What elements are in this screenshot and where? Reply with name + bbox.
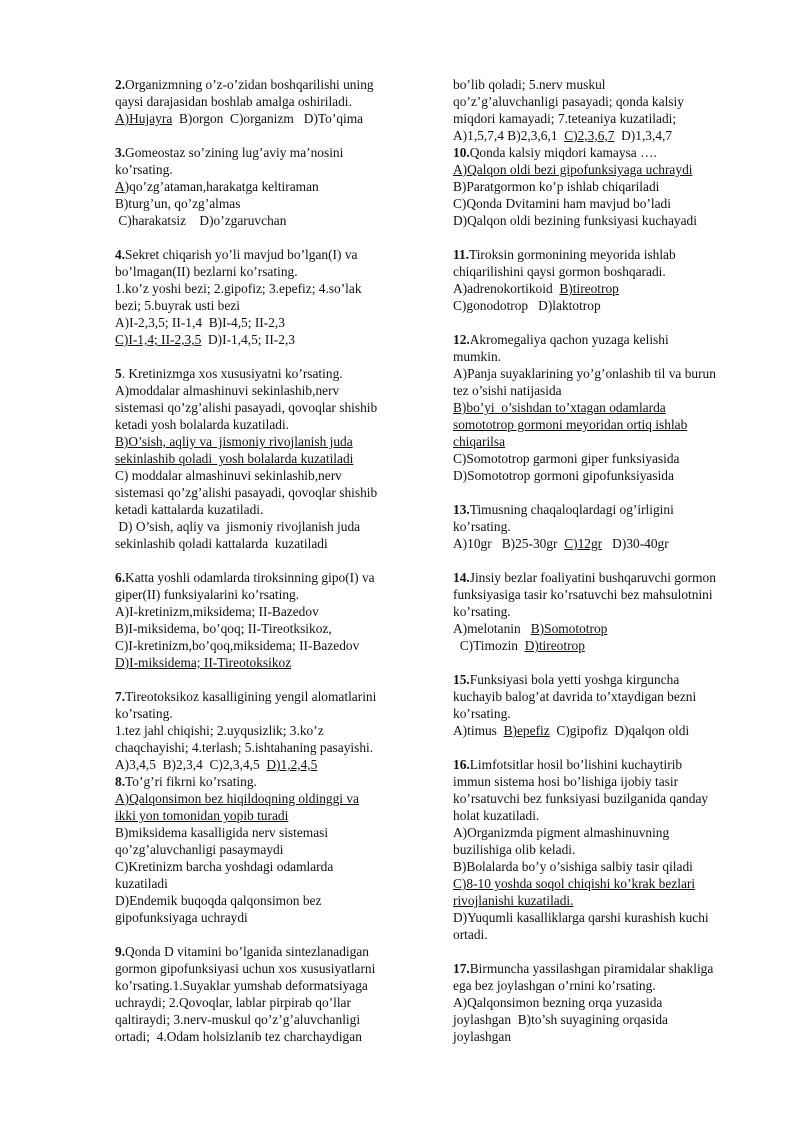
question-number: 2. (115, 77, 126, 92)
question-line (115, 739, 415, 756)
question-line (453, 841, 753, 858)
question-line (115, 467, 415, 484)
text-segment: ko’rsating. (453, 604, 511, 619)
question-line (115, 399, 415, 416)
text-segment: kuchayib balog’at davrida to’xtaydigan bezni (453, 689, 697, 704)
question-block (453, 76, 753, 144)
answer-underlined: B)Somototrop (530, 621, 608, 636)
text-segment: D)Endemik buqoqda qalqonsimon bez (115, 893, 322, 908)
text-segment: Gomeostaz so’zining lug’aviy ma’nosini (125, 145, 344, 160)
answer-underlined: C)I-1,4; II-2,3,5 (115, 332, 202, 347)
text-segment: D)I-1,4,5; II-2,3 (201, 332, 295, 347)
question-block (453, 246, 753, 314)
question-line (115, 161, 415, 178)
question-line (115, 994, 415, 1011)
question-line (453, 807, 753, 824)
question-number: 5 (115, 366, 122, 381)
question-line (453, 399, 753, 416)
text-segment: B)turg’un, qo’zg’almas (115, 196, 241, 211)
text-segment: ortadi; 4.Odam holsizlanib tez charchaydigan (115, 1029, 362, 1044)
text-segment: C)gonodotrop D)laktotrop (453, 298, 601, 313)
question-text (115, 569, 415, 586)
text-segment: Jinsiy bezlar foaliyatini bushqaruvchi gormon (469, 570, 716, 585)
question-line (453, 365, 753, 382)
text-segment: D)30-40gr (602, 536, 669, 551)
question-line (115, 603, 415, 620)
question-line (453, 110, 753, 127)
question-number: 17. (453, 961, 470, 976)
question-line (453, 161, 753, 178)
question-line (115, 416, 415, 433)
question-number: 12. (453, 332, 470, 347)
text-segment: B)miksidema kasalligida nerv sistemasi (115, 825, 329, 840)
text-segment: tez o’sishi natijasida (453, 383, 562, 398)
question-line (453, 824, 753, 841)
question-line (115, 93, 415, 110)
question-line (115, 178, 415, 195)
text-segment: A)melotanin (453, 621, 531, 636)
question-text (453, 569, 753, 586)
question-line (115, 1011, 415, 1028)
question-block (115, 76, 415, 127)
question-text (453, 331, 753, 348)
text-segment: Funksiyasi bola yetti yoshga kirguncha (469, 672, 680, 687)
text-segment: joylashgan B)to’sh suyagining orqasida (453, 1012, 668, 1027)
text-segment: sistemasi qo’zg’alishi pasayadi, qovoqlar shishib (115, 485, 378, 500)
question-number: 6. (115, 570, 126, 585)
question-text (115, 688, 415, 705)
question-line (115, 212, 415, 229)
question-number: 11. (453, 247, 469, 262)
text-segment: A)Organizmda pigment almashinuvning (453, 825, 670, 840)
question-line (453, 535, 753, 552)
question-line (115, 518, 415, 535)
question-line (115, 297, 415, 314)
question-number: 10. (453, 145, 470, 160)
question-line (453, 212, 753, 229)
question-number: 4. (115, 247, 126, 262)
question-block (453, 569, 753, 654)
question-line (453, 926, 753, 943)
text-segment: Qonda kalsiy miqdori kamaysa …. (469, 145, 657, 160)
question-line (453, 1028, 753, 1045)
question-line (453, 467, 753, 484)
text-segment: ko’rsating. (453, 706, 511, 721)
text-segment: Timusning chaqaloqlardagi og’irligini (469, 502, 674, 517)
question-block (453, 331, 753, 484)
text-segment: )qo’zg’ataman,harakatga keltiraman (124, 179, 319, 194)
text-segment: bezi; 5.buyrak usti bezi (115, 298, 240, 313)
question-line (453, 892, 753, 909)
text-segment: sekinlashib qoladi kattalarda kuzatiladi (115, 536, 328, 551)
answer-underlined: rivojlanishi kuzatiladi. (453, 893, 574, 908)
text-segment: Birmuncha yassilashgan piramidalar shakliga (469, 961, 714, 976)
answer-underlined: somototrop gormoni meyoridan ortiq ishlab (453, 417, 688, 432)
text-segment: qaltiraydi; 3.nerv-muskul qo’z’g’aluvchanligi (115, 1012, 361, 1027)
question-line (115, 875, 415, 892)
text-segment: A)adrenokortikoid (453, 281, 560, 296)
question-text (453, 671, 753, 688)
question-line (115, 450, 415, 467)
text-segment: C)I-kretinizm,bo’qoq,miksidema; II-Bazedov (115, 638, 360, 653)
question-line (115, 807, 415, 824)
text-segment: D)Somototrop gormoni gipofunksiyasida (453, 468, 674, 483)
text-segment: ko’rsating. (115, 706, 173, 721)
text-segment: gipofunksiyaga uchraydi (115, 910, 248, 925)
question-line (115, 195, 415, 212)
question-line (453, 450, 753, 467)
question-text (453, 246, 753, 263)
answer-underlined: C)12gr (564, 536, 603, 551)
answer-underlined: B)O’sish, aqliy va jismoniy rivojlanish juda (115, 434, 353, 449)
question-text (453, 756, 753, 773)
text-segment: chaqchayishi; 4.terlash; 5.ishtahaning pasayishi. (115, 740, 374, 755)
text-segment: 1.ko’z yoshi bezi; 2.gipofiz; 3.epefiz; 4.so’lak (115, 281, 362, 296)
text-segment: D)Yuqumli kasalliklarga qarshi kurashish kuchi (453, 910, 709, 925)
text-segment: buzilishiga olib keladi. (453, 842, 576, 857)
text-segment: qo’z’g’aluvchanligi pasayadi; qonda kalsiy (453, 94, 684, 109)
question-line (115, 892, 415, 909)
text-segment: uchraydi; 2.Qovoqlar, lablar pirpirab qo’llar (115, 995, 351, 1010)
answer-underlined: A (115, 179, 125, 194)
question-line (453, 790, 753, 807)
question-number: 14. (453, 570, 470, 585)
question-line (453, 416, 753, 433)
question-number: 3. (115, 145, 126, 160)
question-line (115, 314, 415, 331)
question-line (453, 518, 753, 535)
question-line (115, 433, 415, 450)
question-block (115, 365, 415, 552)
question-line (115, 858, 415, 875)
answer-underlined: B)epefiz (503, 723, 550, 738)
question-line (453, 433, 753, 450)
question-line (115, 977, 415, 994)
question-line (115, 535, 415, 552)
question-line (453, 909, 753, 926)
text-segment: gormon gipofunksiyasi uchun xos xususiyatlarni (115, 961, 376, 976)
question-line (115, 654, 415, 671)
question-line (453, 977, 753, 994)
question-block (453, 756, 753, 943)
answer-underlined: D)1,2,4,5 (266, 757, 318, 772)
question-line (453, 688, 753, 705)
question-text (115, 246, 415, 263)
question-line (115, 620, 415, 637)
answer-underlined: C)2,3,6,7 (564, 128, 615, 143)
text-segment: C)harakatsiz D)o’zgaruvchan (115, 213, 287, 228)
question-text (115, 365, 415, 382)
question-line (453, 773, 753, 790)
text-segment: qo’zg’aluvchanligi pasaymaydi (115, 842, 284, 857)
question-text (453, 76, 753, 93)
question-line (115, 263, 415, 280)
question-line (453, 195, 753, 212)
question-line (453, 348, 753, 365)
answer-underlined: A)Qalqon oldi bezi gipofunksiyaga uchraydi (453, 162, 693, 177)
text-segment: A)Panja suyaklarining yo’g’onlashib til va burun (453, 366, 716, 381)
question-block (115, 943, 415, 1045)
text-segment: immun sistema hosi bo’lishiga ijobiy tasir (453, 774, 679, 789)
text-segment: C) moddalar almashinuvi sekinlashib,nerv (115, 468, 342, 483)
text-segment: Qonda D vitamini bo’lganida sintezlanadigan (125, 944, 369, 959)
question-block (115, 144, 415, 229)
question-line (115, 382, 415, 399)
question-text (115, 943, 415, 960)
question-block (453, 960, 753, 1045)
question-number: 13. (453, 502, 470, 517)
text-segment: Tiroksin gormonining meyorida ishlab (469, 247, 676, 262)
text-segment: Limfotsitlar hosil bo’lishini kuchaytirib (469, 757, 683, 772)
question-line (453, 994, 753, 1011)
text-segment: Sekret chiqarish yo’li mavjud bo’lgan(I) va (125, 247, 358, 262)
text-segment: ko’rsatuvchi bez funksiyasi buzilganida qanday (453, 791, 709, 806)
question-line (115, 637, 415, 654)
text-segment: mumkin. (453, 349, 501, 364)
text-segment: B)Bolalarda bo’y o’sishiga salbiy tasir qiladi (453, 859, 693, 874)
question-line (453, 178, 753, 195)
question-text (115, 144, 415, 161)
text-segment: ko’rsating.1.Suyaklar yumshab deformatsiyaga (115, 978, 368, 993)
right-column (453, 76, 753, 1062)
question-number: 7. (115, 689, 126, 704)
text-segment: A)Qalqonsimon bezning orqa yuzasida (453, 995, 663, 1010)
text-segment: Tireotoksikoz kasalligining yengil alomatlarini (125, 689, 377, 704)
question-block (115, 688, 415, 773)
question-text (115, 773, 415, 790)
question-line (453, 637, 753, 654)
text-segment: ketadi kattalarda kuzatiladi. (115, 502, 264, 517)
question-number: 15. (453, 672, 470, 687)
text-segment: B)Paratgormon ko’p ishlab chiqariladi (453, 179, 660, 194)
text-segment: A)3,4,5 B)2,3,4 C)2,3,4,5 (115, 757, 267, 772)
question-text (453, 501, 753, 518)
text-segment: miqdori kamayadi; 7.teteaniya kuzatiladi; (453, 111, 677, 126)
text-segment: C)Kretinizm barcha yoshdagi odamlarda (115, 859, 334, 874)
text-segment: To’g’ri fikrni ko’rsating. (125, 774, 257, 789)
left-column (115, 76, 415, 1062)
question-line (453, 705, 753, 722)
text-segment: giper(II) funksiyalarini ko’rsating. (115, 587, 300, 602)
text-segment: A)timus (453, 723, 504, 738)
question-line (115, 1028, 415, 1045)
text-segment: D) O’sish, aqliy va jismoniy rivojlanish juda (115, 519, 361, 534)
answer-underlined: D)tireotrop (524, 638, 585, 653)
question-line (115, 909, 415, 926)
text-segment: holat kuzatiladi. (453, 808, 540, 823)
text-segment: kuzatiladi (115, 876, 168, 891)
question-line (453, 297, 753, 314)
text-segment: ega bez joylashgan o’rnini ko’rsating. (453, 978, 656, 993)
answer-underlined: A)Qalqonsimon bez hiqildoqning oldinggi va (115, 791, 359, 806)
question-line (115, 960, 415, 977)
question-line (115, 484, 415, 501)
question-text (115, 76, 415, 93)
question-block (453, 144, 753, 229)
text-segment: D)Qalqon oldi bezining funksiyasi kuchayadi (453, 213, 697, 228)
question-line (115, 824, 415, 841)
text-segment: C)Somototrop garmoni giper funksiyasida (453, 451, 680, 466)
question-line (115, 790, 415, 807)
text-segment: Katta yoshli odamlarda tiroksinning gipo(I) va (125, 570, 375, 585)
text-segment: C)gipofiz D)qalqon oldi (549, 723, 690, 738)
answer-underlined: A)Hujayra (115, 111, 173, 126)
text-segment: Organizmning o’z-o’zidan boshqarilishi uning (125, 77, 374, 92)
answer-underlined: sekinlashib qoladi yosh bolalarda kuzatiladi (115, 451, 354, 466)
answer-underlined: chiqarilsa (453, 434, 506, 449)
text-segment: 1.tez jahl chiqishi; 2.uyqusizlik; 3.ko’z (115, 723, 324, 738)
text-segment: A)10gr B)25-30gr (453, 536, 565, 551)
question-line (453, 1011, 753, 1028)
question-line (115, 586, 415, 603)
question-line (115, 331, 415, 348)
text-segment: A)I-2,3,5; II-1,4 B)I-4,5; II-2,3 (115, 315, 285, 330)
text-segment: ko’rsating. (115, 162, 173, 177)
question-text (453, 960, 753, 977)
text-segment: D)1,3,4,7 (614, 128, 673, 143)
question-number: 9. (115, 944, 126, 959)
text-segment: ketadi yosh bolalarda kuzatiladi. (115, 417, 290, 432)
answer-underlined: C)8-10 yoshda soqol chiqishi ko’krak bezlari (453, 876, 696, 891)
question-block (115, 773, 415, 926)
question-line (115, 841, 415, 858)
question-line (453, 382, 753, 399)
question-line (453, 603, 753, 620)
question-block (115, 246, 415, 348)
question-line (115, 280, 415, 297)
question-line (453, 722, 753, 739)
text-segment: sistemasi qo’zg’alishi pasayadi, qovoqlar shishib (115, 400, 378, 415)
text-segment: qaysi darajasidan boshlab amalga oshiriladi. (115, 94, 352, 109)
text-segment: A)I-kretinizm,miksidema; II-Bazedov (115, 604, 319, 619)
question-line (453, 858, 753, 875)
question-line (453, 280, 753, 297)
question-text (453, 144, 753, 161)
answer-underlined: ikki yon tomonidan yopib turadi (115, 808, 289, 823)
text-segment: B)orgon C)organizm D)To’qima (172, 111, 364, 126)
question-line (453, 620, 753, 637)
text-segment: A)moddalar almashinuvi sekinlashib,nerv (115, 383, 340, 398)
text-segment: ko’rsating. (453, 519, 511, 534)
question-line (453, 93, 753, 110)
answer-underlined: B)tireotrop (559, 281, 619, 296)
text-segment: bo’lmagan(II) bezlarni ko’rsating. (115, 264, 298, 279)
question-line (453, 127, 753, 144)
question-line (115, 722, 415, 739)
question-line (453, 263, 753, 280)
text-segment: chiqarilishini qaysi gormon boshqaradi. (453, 264, 666, 279)
question-block (453, 671, 753, 739)
text-segment: B)I-miksidema, bo’qoq; II-Tireotksikoz, (115, 621, 332, 636)
text-segment: . Kretinizmga xos xususiyatni ko’rsating. (121, 366, 343, 381)
text-segment: Akromegaliya qachon yuzaga kelishi (469, 332, 669, 347)
question-line (115, 705, 415, 722)
question-line (453, 875, 753, 892)
text-segment: C)Timozin (453, 638, 525, 653)
answer-underlined: B)bo’yi o’sishdan to’xtagan odamlarda (453, 400, 666, 415)
answer-underlined: D)I-miksidema; II-Tireotoksikoz (115, 655, 292, 670)
text-segment: joylashgan (453, 1029, 512, 1044)
question-line (115, 756, 415, 773)
text-segment: bo’lib qoladi; 5.nerv muskul (453, 77, 606, 92)
question-block (115, 569, 415, 671)
question-block (453, 501, 753, 552)
text-segment: funksiyasiga tasir ko’rsatuvchi bez mahsulotnini (453, 587, 713, 602)
question-number: 16. (453, 757, 470, 772)
text-segment: C)Qonda Dvitamini ham mavjud bo’ladi (453, 196, 671, 211)
question-number: 8. (115, 774, 126, 789)
question-line (453, 586, 753, 603)
question-line (115, 110, 415, 127)
text-segment: A)1,5,7,4 B)2,3,6,1 (453, 128, 565, 143)
question-line (115, 501, 415, 518)
text-segment: ortadi. (453, 927, 488, 942)
